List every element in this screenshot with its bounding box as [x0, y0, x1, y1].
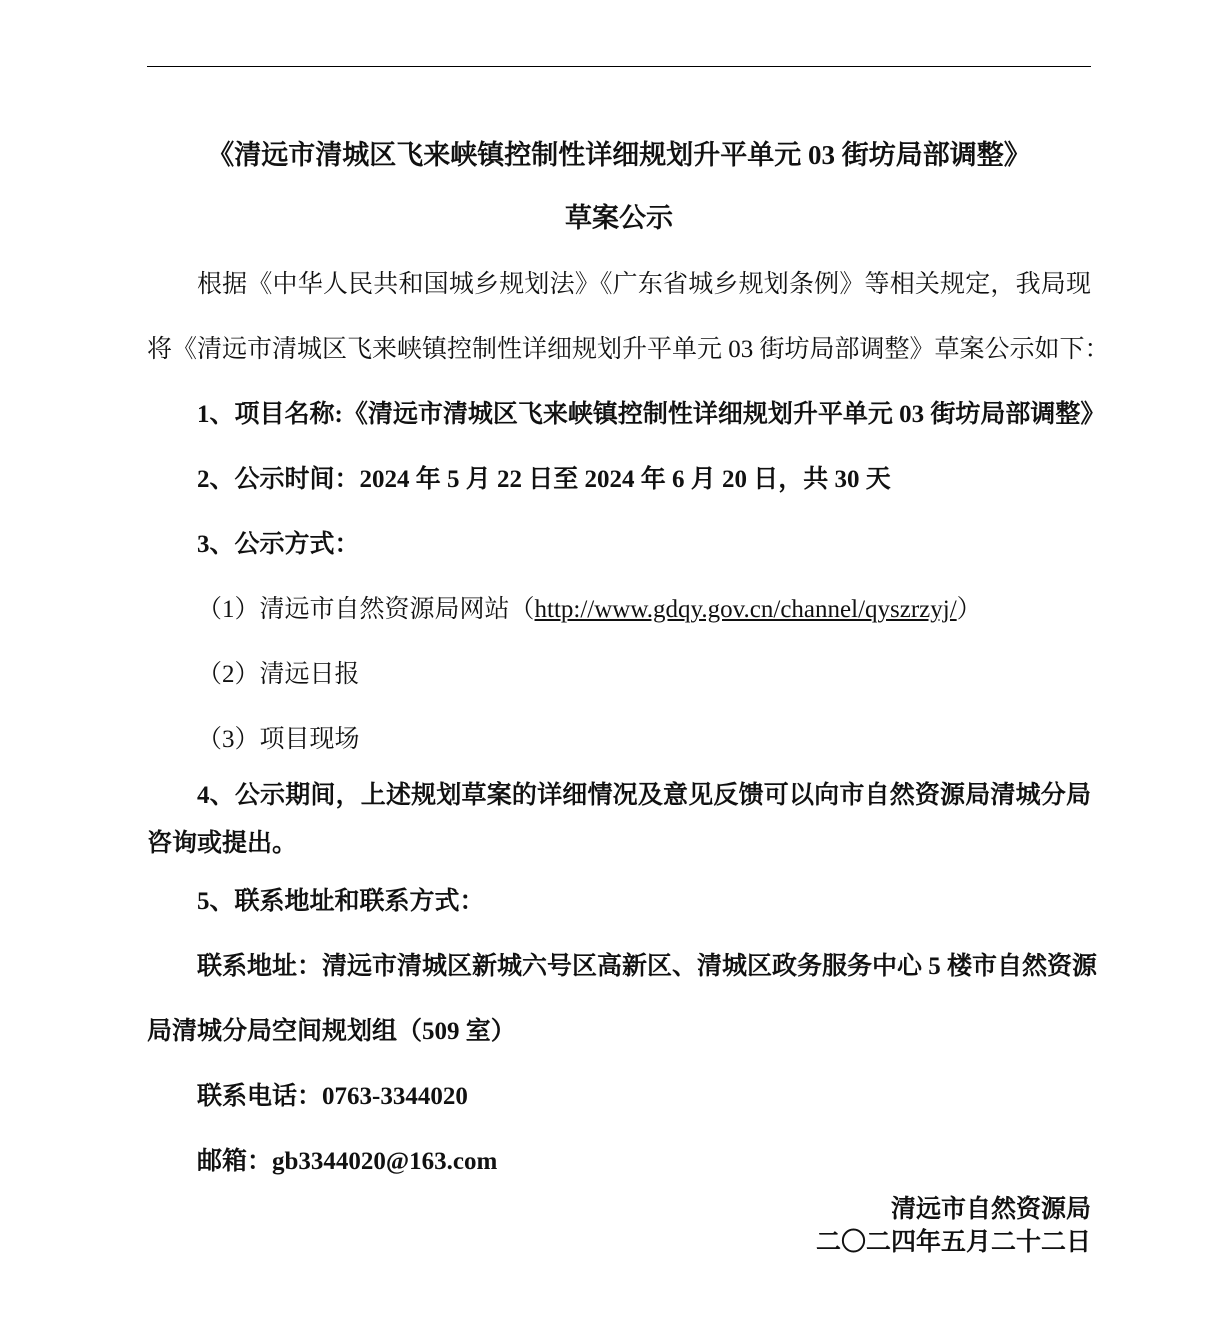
method-site: （3）项目现场 — [197, 726, 360, 753]
item-contact: 5、联系地址和联系方式： — [197, 888, 485, 915]
header-rule — [147, 66, 1091, 67]
item-feedback-line-2: 咨询或提出。 — [147, 830, 298, 857]
intro-line-1: 根据《中华人民共和国城乡规划法》《广东省城乡规划条例》等相关规定，我局现 — [197, 271, 1091, 298]
item-project-name: 1、项目名称:《清远市清城区飞来峡镇控制性详细规划升平单元 03 街坊局部调整》 — [197, 401, 1106, 428]
item-publicity-period: 2、公示时间：2024 年 5 月 22 日至 2024 年 6 月 20 日，共 30 天 — [197, 466, 891, 493]
signature-org: 清远市自然资源局 — [890, 1196, 1091, 1223]
intro-line-2: 将《清远市清城区飞来峡镇控制性详细规划升平单元 03 街坊局部调整》草案公示如下： — [147, 336, 1110, 363]
website-link[interactable]: http://www.gdqy.gov.cn/channel/qyszrzyj/ — [534, 596, 957, 623]
item-feedback-line-1: 4、公示期间，上述规划草案的详细情况及意见反馈可以向市自然资源局清城分局 — [197, 782, 1091, 809]
method-website-prefix: （1）清远市自然资源局网站（ — [197, 596, 535, 623]
contact-address-line-1: 联系地址：清远市清城区新城六号区高新区、清城区政务服务中心 5 楼市自然资源 — [197, 953, 1098, 980]
signature-date: 二〇二四年五月二十二日 — [815, 1229, 1091, 1256]
contact-phone: 联系电话：0763-3344020 — [197, 1083, 468, 1110]
method-website-suffix: ） — [956, 596, 982, 623]
item-publicity-methods: 3、公示方式： — [197, 531, 360, 558]
document-subtitle: 草案公示 — [565, 203, 673, 233]
method-newspaper: （2）清远日报 — [197, 661, 360, 688]
document-title: 《清远市清城区飞来峡镇控制性详细规划升平单元 03 街坊局部调整》 — [207, 140, 1031, 170]
method-website — [147, 593, 1091, 627]
contact-address-line-2: 局清城分局空间规划组（509 室） — [147, 1018, 516, 1045]
contact-email: 邮箱：gb3344020@163.com — [197, 1148, 498, 1175]
